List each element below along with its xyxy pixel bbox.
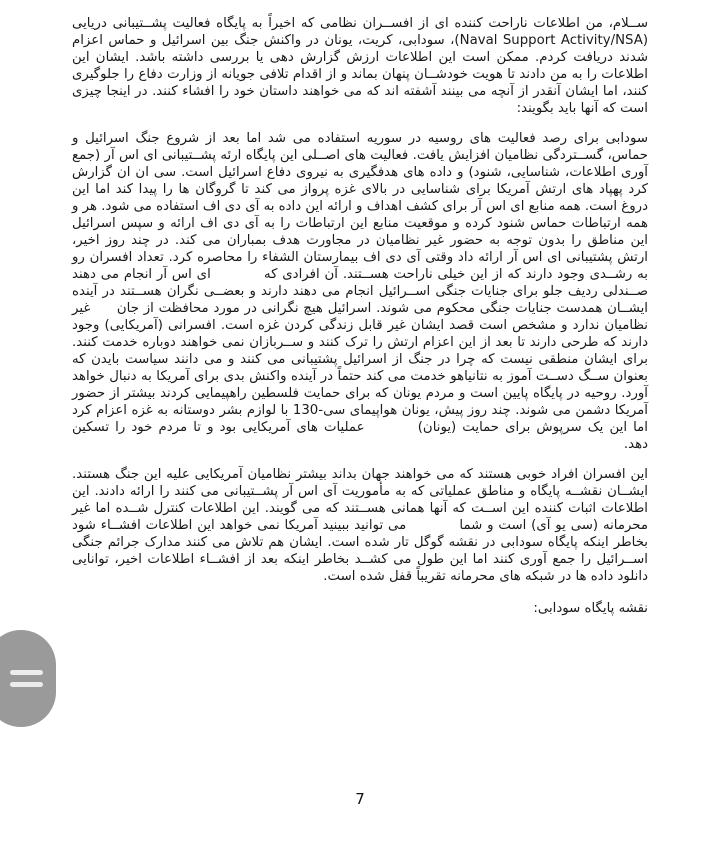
paragraph: سودابی برای رصد فعالیت های روسیه در سوریه استفاده می شد اما بعد از شروع جنگ اسرائیل و حماس، گســتردگی نظامیان افزایش یافت. فعالیت های اصــلی این پایگاه ارئه پشــتیبانی ای اس آر (جمع آوری اطلاعات، شناسایی، شنود) و داده های هدفگیری به نیروی دفاع اسرائیل است. سی ان ان گزارش کرد پهپاد های ارتش آمریکا برای شناسایی در بالای غزه پرواز می کند تا گروگان ها را پیدا کند اما این دروغ است. همه منابع ای اس آر برای کشف اهداف و ارائه این داده به آی دی اف استفاده می شود. هر و همه ارتباطات حماس شنود کرده و موقعیت منابع این ارتباطات را به آی دی اف ارائه و سپس اسرائیل این مناطق را بدون توجه به حضور غیر نظامیان در مجاورت هدف بمباران می کند. در چند روز اخیر، ارتش پشتیبانی ای اس آر ارائه داد وقتی آی دی اف بیمارستان الشفاء را محاصره کرد. تعداد افسران رو به رشــدی وجود دارند که از این خیلی ناراحت هســتند. آن افرادی که ای اس آر انجام می دهند صــندلی ردیف جلو برای جنایات جنگی اســرائیل انجام می دهند دارند و بعضــی نگران هســتند در آینده ایشــان همدست جنایات جنگی محکوم می شوند. اسرائیل هیچ نگرانی در مورد محافظت از جان غیر نظامیان ندارد و مشخص است قصد ایشان غیر قابل زندگی کردن غزه است. افسرانی (آمریکایی) وجود دارند که طرحی دارند تا بعد از این اعزام ارتش را ترک کنند و ســربازان نمی خواهند دوباره خدمت کنند. برای ایشان منطقی نیست که چرا در جنگ از اسرائیل پشتیبانی می کنند و می دانند سیاست بایدن که بعنوان ســگ دســت آموز به نتانیاهو خدمت می کند حتماً در آینده واکنش بدی برای آمریکا به دنبال خواهد آورد. روحیه در پایگاه پایین است و مردم یونان که برای حمایت فلسطین راهپیمایی کردند بیشتر از حضور آمریکا دشمن می شوند. چند روز پیش، یونان هواپیمای سی-130 با لوازم بشر دوستانه به غزه اعزام کرد اما این یک سرپوش برای حمایت (یونان) عملیات های آمریکایی بود و تا مردم خود را تسکین دهد. [72,131,648,452]
paragraph: این افسران افراد خوبی هستند که می خواهند جهان بداند بیشتر نظامیان آمریکایی علیه این جنگ هستند. ایشــان نقشــه پایگاه و مناطق عملیاتی که به مأموریت آی اس آر پشــتیبانی می کنند را ارائه دادند. این اطلاعات اثبات کننده این اســت که آنها همانی هســتند که می گویند. این اطلاعات کنترل شــده اما غیر محرمانه (سی یو آی) است و شما می توانید ببینید آمریکا نمی خواهد این اطلاعات افشــاء شود بخاطر اینکه پایگاه سودابی در نقشه گوگل تار شده است. ایشان هم تلاش می کنند مدارک جرائم جنگی اســرائیل را جمع آوری کنند اما این طول می کشــد بخاطر اینکه بعد از افشــاء اطلاعات اخیر، توانایی دانلود داده ها در شبکه های محرمانه تقریباً قفل شده است. [72,467,648,584]
sidebar-handle[interactable] [0,630,56,727]
paragraph: نقشه پایگاه سودابی: [533,601,648,616]
drag-handle-icon [10,670,43,687]
handle-bar [10,682,43,687]
handle-bar [10,670,43,675]
document-body [72,15,648,630]
paragraph: ســلام، من اطلاعات ناراحت کننده ای از افســران نظامی که اخیراً به پایگاه فعالیت پشــتیبانی دریایی (Naval Support Activity/NSA)، سودابی، کریت، یونان در واکنش جنگ بین اسرائیل و حماس اعزام شدند دریافت کردم. ممکن است این اطلاعات ارزش گزارش دهی یا بررسی داشته باشد. ایشان این اطلاعات را به من دادند تا هویت خودشــان پنهان بماند و از اقدام تلافی جویانه از وزارت دفاع را جلوگیری کنند، اما ایشان آنقدر از آنچه می بینند آشفته اند که می خواهند داستان خود را افشاء کنند. در اینجا چیزی است که آنها باید بگویند: [72,16,649,116]
page-number: 7 [355,790,365,808]
